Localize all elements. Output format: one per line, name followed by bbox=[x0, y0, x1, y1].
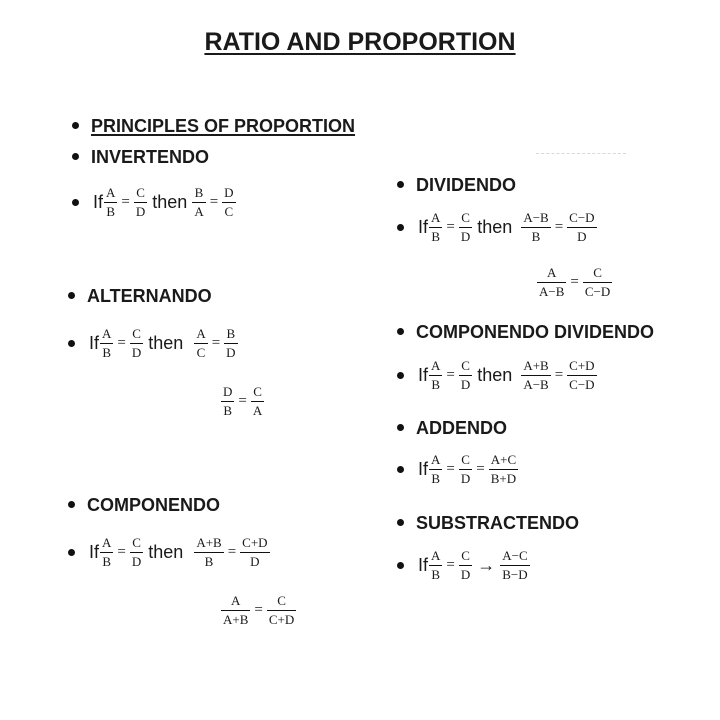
fraction-bar bbox=[459, 227, 472, 228]
numerator: A bbox=[231, 593, 241, 608]
fraction-bar bbox=[104, 202, 117, 203]
fraction bbox=[459, 359, 472, 392]
arrow-icon: → bbox=[477, 555, 496, 575]
numerator: A+C bbox=[490, 452, 517, 467]
numerator: C bbox=[277, 593, 286, 608]
numerator: A+B bbox=[196, 535, 222, 550]
equals-sign: = bbox=[446, 461, 455, 477]
numerator: A−C bbox=[502, 548, 528, 563]
dividendo-formula bbox=[397, 211, 598, 244]
fraction bbox=[537, 266, 566, 299]
alternando-heading bbox=[68, 286, 212, 307]
numerator: C bbox=[461, 210, 470, 225]
numerator: A bbox=[431, 452, 441, 467]
text: ADDENDO bbox=[416, 418, 508, 438]
bullet-icon bbox=[68, 340, 75, 347]
equals-sign: = bbox=[554, 219, 564, 235]
fraction bbox=[192, 186, 205, 219]
fraction bbox=[267, 594, 296, 627]
title-text: RATIO AND PROPORTION bbox=[204, 28, 516, 56]
numerator: A bbox=[196, 326, 206, 341]
numerator: D bbox=[224, 185, 234, 200]
fraction bbox=[130, 327, 143, 360]
text: COMPONENDO DIVIDENDO bbox=[416, 322, 655, 342]
numerator: A bbox=[431, 210, 441, 225]
equals-sign: = bbox=[446, 219, 455, 235]
numerator: C bbox=[461, 452, 470, 467]
denominator: D bbox=[250, 554, 260, 569]
equals-sign: = bbox=[446, 367, 455, 383]
fraction-bar bbox=[130, 552, 143, 553]
componendo-heading bbox=[68, 495, 220, 516]
denominator: D bbox=[131, 554, 142, 569]
componendo-formula bbox=[68, 536, 271, 569]
fraction bbox=[429, 549, 442, 582]
fraction-bar bbox=[100, 343, 113, 344]
text: If bbox=[93, 192, 104, 212]
text: PRINCIPLES OF PROPORTION bbox=[91, 116, 356, 136]
denominator: C−D bbox=[584, 284, 611, 299]
then-word: then bbox=[152, 192, 188, 212]
denominator: B bbox=[431, 567, 441, 582]
bullet-icon bbox=[397, 372, 404, 379]
bullet-icon bbox=[397, 328, 404, 335]
equals-sign: = bbox=[238, 393, 247, 409]
page-title bbox=[0, 28, 720, 57]
denominator: D bbox=[460, 377, 471, 392]
numerator: C bbox=[461, 358, 470, 373]
fraction bbox=[100, 536, 113, 569]
numerator: C bbox=[593, 265, 602, 280]
numerator: C−D bbox=[569, 210, 595, 225]
denominator: A+B bbox=[223, 612, 249, 627]
fraction bbox=[429, 453, 442, 486]
fraction bbox=[194, 536, 223, 569]
denominator: C−D bbox=[569, 377, 595, 392]
denominator: A−B bbox=[539, 284, 565, 299]
numerator: A bbox=[431, 548, 441, 563]
numerator: A bbox=[547, 265, 557, 280]
fraction-bar bbox=[429, 375, 442, 376]
numerator: A bbox=[106, 185, 116, 200]
bullet-icon bbox=[68, 549, 75, 556]
denominator: D bbox=[131, 345, 142, 360]
bullet-icon bbox=[397, 562, 404, 569]
denominator: B bbox=[531, 229, 541, 244]
then-word: then bbox=[477, 217, 513, 237]
fraction-bar bbox=[194, 343, 207, 344]
text: COMPONENDO bbox=[87, 495, 221, 515]
denominator: B+D bbox=[490, 471, 517, 486]
numerator: D bbox=[223, 384, 233, 399]
fraction bbox=[100, 327, 113, 360]
denominator: B bbox=[431, 377, 441, 392]
fraction-bar bbox=[194, 552, 223, 553]
invertendo-heading bbox=[72, 147, 209, 168]
equals-sign: = bbox=[227, 544, 237, 560]
bullet-icon bbox=[397, 519, 404, 526]
denominator: B bbox=[431, 229, 441, 244]
equals-sign: = bbox=[254, 602, 263, 618]
denominator: A bbox=[194, 204, 204, 219]
fraction-bar bbox=[100, 552, 113, 553]
fraction bbox=[521, 211, 550, 244]
bullet-icon bbox=[68, 292, 75, 299]
substractendo-heading bbox=[397, 513, 579, 534]
denominator: B bbox=[102, 345, 112, 360]
denominator: B bbox=[204, 554, 214, 569]
denominator: B−D bbox=[502, 567, 528, 582]
then-word: then bbox=[148, 542, 184, 562]
numerator: C bbox=[461, 548, 470, 563]
fraction bbox=[567, 359, 596, 392]
bullet-icon bbox=[397, 181, 404, 188]
fraction-bar bbox=[459, 469, 472, 470]
text: If bbox=[418, 365, 429, 385]
denominator: B bbox=[106, 204, 116, 219]
denominator: D bbox=[135, 204, 146, 219]
fraction-bar bbox=[537, 282, 566, 283]
numerator: B bbox=[226, 326, 236, 341]
equals-sign: = bbox=[117, 544, 126, 560]
denominator: D bbox=[226, 345, 236, 360]
equals-sign: = bbox=[117, 335, 126, 351]
fraction-bar bbox=[130, 343, 143, 344]
fraction bbox=[583, 266, 612, 299]
text: If bbox=[418, 217, 429, 237]
fraction-bar bbox=[429, 565, 442, 566]
fraction-bar bbox=[567, 375, 596, 376]
equals-sign: = bbox=[121, 194, 130, 210]
fraction bbox=[500, 549, 529, 582]
componendo-formula-2 bbox=[220, 594, 297, 627]
fraction-bar bbox=[134, 202, 147, 203]
denominator: C bbox=[224, 204, 234, 219]
numerator: C bbox=[136, 185, 145, 200]
dividendo-formula-2 bbox=[536, 266, 613, 299]
fraction-bar bbox=[429, 469, 442, 470]
denominator: D bbox=[460, 567, 471, 582]
substractendo-formula bbox=[397, 549, 531, 582]
denominator: D bbox=[460, 229, 471, 244]
denominator: A bbox=[252, 403, 263, 418]
numerator: C bbox=[132, 535, 141, 550]
denominator: B bbox=[102, 554, 112, 569]
bullet-icon bbox=[68, 501, 75, 508]
bullet-icon bbox=[72, 199, 79, 206]
addendo-heading bbox=[397, 418, 507, 439]
equals-sign: = bbox=[209, 194, 219, 210]
fraction bbox=[459, 549, 472, 582]
text: SUBSTRACTENDO bbox=[416, 513, 580, 533]
fraction-bar bbox=[489, 469, 518, 470]
numerator: A bbox=[102, 535, 112, 550]
dividendo-heading bbox=[397, 175, 516, 196]
denominator: D bbox=[460, 471, 471, 486]
alternando-formula bbox=[68, 327, 239, 360]
fraction bbox=[222, 186, 235, 219]
principles-heading bbox=[72, 116, 355, 137]
fraction-bar bbox=[221, 401, 234, 402]
denominator: B bbox=[223, 403, 233, 418]
fraction bbox=[521, 359, 550, 392]
alternando-formula-2 bbox=[220, 385, 265, 418]
fraction bbox=[429, 359, 442, 392]
fraction-bar bbox=[521, 375, 550, 376]
bullet-icon bbox=[72, 122, 79, 129]
fraction-bar bbox=[192, 202, 205, 203]
fraction-bar bbox=[221, 610, 250, 611]
fraction-bar bbox=[500, 565, 529, 566]
fraction bbox=[224, 327, 237, 360]
text: If bbox=[89, 333, 100, 353]
bullet-icon bbox=[397, 224, 404, 231]
fraction bbox=[130, 536, 143, 569]
faint-divider bbox=[536, 153, 626, 154]
fraction bbox=[134, 186, 147, 219]
text: If bbox=[89, 542, 100, 562]
numerator: A bbox=[431, 358, 441, 373]
fraction-bar bbox=[240, 552, 269, 553]
fraction-bar bbox=[583, 282, 612, 283]
then-word: then bbox=[148, 333, 184, 353]
fraction bbox=[567, 211, 596, 244]
numerator: A+B bbox=[523, 358, 549, 373]
numerator: C+D bbox=[569, 358, 595, 373]
denominator: C+D bbox=[268, 612, 295, 627]
componendo-dividendo-heading bbox=[397, 322, 654, 343]
componendo-dividendo-formula bbox=[397, 359, 598, 392]
denominator: B bbox=[431, 471, 441, 486]
fraction bbox=[459, 211, 472, 244]
invertendo-formula bbox=[72, 186, 237, 219]
numerator: C bbox=[253, 384, 262, 399]
bullet-icon bbox=[397, 424, 404, 431]
fraction-bar bbox=[222, 202, 235, 203]
fraction-bar bbox=[567, 227, 596, 228]
text: If bbox=[418, 459, 429, 479]
text: If bbox=[418, 555, 429, 575]
equals-sign: = bbox=[554, 367, 564, 383]
numerator: C bbox=[132, 326, 141, 341]
fraction bbox=[221, 385, 234, 418]
denominator: D bbox=[577, 229, 587, 244]
fraction bbox=[221, 594, 250, 627]
text: DIVIDENDO bbox=[416, 175, 517, 195]
numerator: B bbox=[194, 185, 204, 200]
bullet-icon bbox=[397, 466, 404, 473]
numerator: A bbox=[102, 326, 112, 341]
numerator: A−B bbox=[523, 210, 549, 225]
equals-sign: = bbox=[476, 461, 485, 477]
fraction bbox=[459, 453, 472, 486]
fraction-bar bbox=[459, 565, 472, 566]
text: INVERTENDO bbox=[91, 147, 210, 167]
fraction bbox=[194, 327, 207, 360]
fraction-bar bbox=[224, 343, 237, 344]
fraction bbox=[489, 453, 518, 486]
fraction-bar bbox=[459, 375, 472, 376]
addendo-formula bbox=[397, 453, 519, 486]
then-word: then bbox=[477, 365, 513, 385]
equals-sign: = bbox=[446, 557, 455, 573]
fraction-bar bbox=[251, 401, 264, 402]
fraction-bar bbox=[521, 227, 550, 228]
fraction bbox=[240, 536, 269, 569]
fraction bbox=[429, 211, 442, 244]
equals-sign: = bbox=[570, 274, 579, 290]
fraction bbox=[251, 385, 264, 418]
denominator: C bbox=[196, 345, 206, 360]
bullet-icon bbox=[72, 153, 79, 160]
text: ALTERNANDO bbox=[87, 286, 212, 306]
denominator: A−B bbox=[523, 377, 549, 392]
equals-sign: = bbox=[211, 335, 221, 351]
fraction-bar bbox=[267, 610, 296, 611]
fraction bbox=[104, 186, 117, 219]
numerator: C+D bbox=[242, 535, 268, 550]
fraction-bar bbox=[429, 227, 442, 228]
